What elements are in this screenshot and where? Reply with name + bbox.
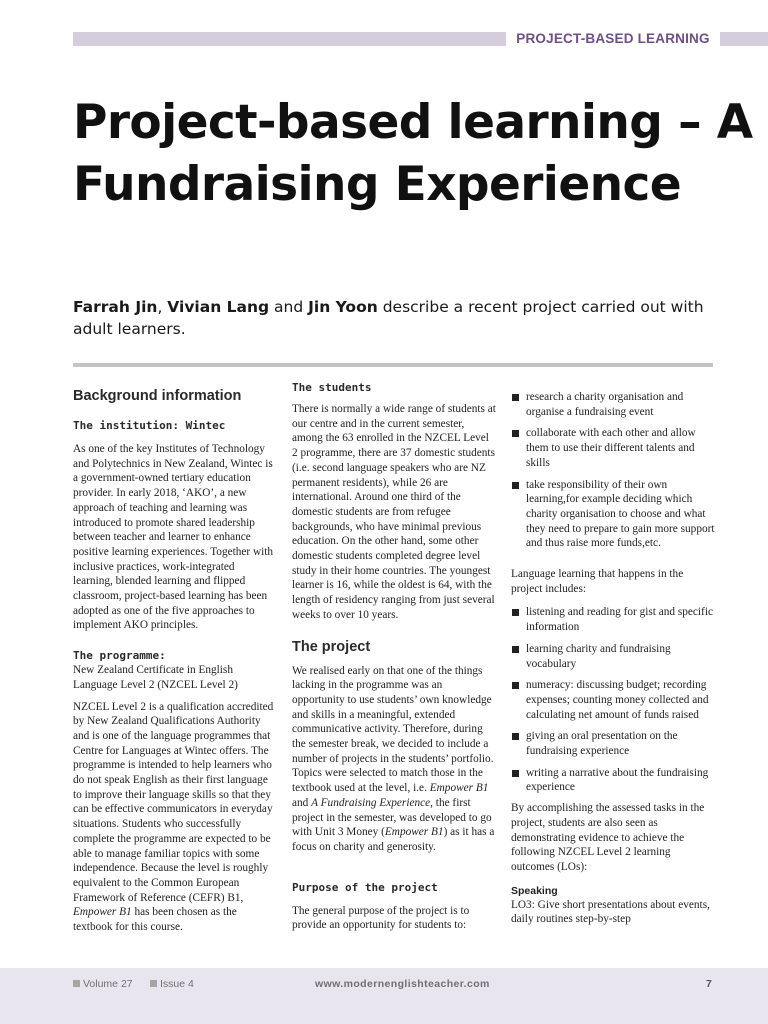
textbook-title: Empower B1	[429, 782, 489, 795]
volume-label: Volume 27	[83, 978, 133, 990]
text-run: We realised early on that one of the things lacking in the programme was an opportunity to use students’ own knowledge and skills in a meaningful, extended communicative activity. Therefore, during the semester break, we decided to include a number of projects in the students’ portfolio. Topics were selected to match those in the textbook used at the level, i.e.	[292, 664, 494, 795]
header-bar-left	[73, 32, 506, 46]
paragraph-programme	[73, 700, 277, 935]
author-name: Vivian Lang	[167, 298, 270, 316]
paragraph-purpose: The general purpose of the project is to provide an opportunity for students to:	[292, 904, 470, 932]
text-run: has been chosen as the textbook for this course.	[73, 906, 237, 934]
programme-name: New Zealand Certificate in English Language Level 2 (NZCEL Level 2)	[73, 664, 238, 691]
text-run: , the first project in the semester, was developed to go with Unit 3 Money (	[292, 796, 492, 839]
text-run: NZCEL Level 2 is a qualification accredited by New Zealand Qualifications Authority and is one of the language programmes that Centre for Languages at Wintec offers. The programme is intended to help learners who do not speak English as their first language to improve their language skills so that they can be effective communicators in everyday situations. Students who successfully complete the programme are expected to be able to manage familiar topics with some independence. Because the level is roughly equivalent to the Common European Framework of Reference (CEFR) B1,	[73, 700, 274, 904]
list-item: listening and reading for gist and specific information	[511, 605, 715, 634]
paragraph-project	[292, 664, 496, 855]
article-standfirst	[73, 296, 713, 340]
list-item: take responsibility of their own learning,for example deciding which charity organisation to choose and what they need to prepare to gain more support and thus raise more funds,etc.	[511, 478, 715, 552]
square-bullet-icon	[150, 980, 157, 987]
heading-institution: The institution: Wintec	[73, 419, 226, 432]
square-bullet-icon	[73, 980, 80, 987]
issue-label: Issue 4	[160, 978, 194, 990]
article-title: Project-based learning – A Fundraising Experience	[73, 95, 753, 212]
page-number: 7	[706, 978, 712, 990]
list-item: collaborate with each other and allow them to use their different talents and skills	[511, 426, 715, 470]
language-list	[511, 605, 715, 795]
column-3	[511, 381, 715, 927]
list-item: giving an oral presentation on the fundraising experience	[511, 729, 715, 758]
header-bar-right	[720, 32, 768, 46]
list-item: numeracy: discussing budget; recording expenses; counting money collected and calculating net amount of funds raised	[511, 678, 715, 722]
purpose-list	[511, 390, 715, 551]
paragraph-language-intro: Language learning that happens in the project includes:	[511, 568, 684, 595]
footer-volume	[73, 978, 133, 990]
footer-issue	[150, 978, 194, 990]
project-title: A Fundraising Experience	[311, 796, 431, 809]
section-tag: PROJECT-BASED LEARNING	[516, 31, 710, 46]
textbook-title: Empower B1	[73, 906, 132, 919]
page-footer	[0, 968, 768, 1024]
heading-speaking: Speaking	[511, 884, 558, 897]
paragraph-lo3: LO3: Give short presentations about events, daily routines step-by-step	[511, 898, 710, 926]
heading-students: The students	[292, 381, 372, 394]
heading-purpose: Purpose of the project	[292, 880, 438, 894]
heading-project: The project	[292, 638, 371, 655]
column-2	[292, 381, 496, 933]
list-item: learning charity and fundraising vocabulary	[511, 642, 715, 671]
heading-background: Background information	[73, 388, 242, 404]
author-separator: and	[269, 298, 309, 316]
author-separator: ,	[157, 298, 168, 316]
footer-url[interactable]: www.modernenglishteacher.com	[315, 978, 490, 990]
paragraph-institution: As one of the key Institutes of Technology and Polytechnics in New Zealand, Wintec is a government-owned tertiary education provider. In early 2018, ‘AKO’, a new approach of teaching and learning was introduced to promote shared leadership between teacher and learner to enhance positive learning experiences. Together with inclusive practices, work-integrated learning, blended learning and flipped classroom, project-based learning has been adopted as one of the five approaches to implement AKO principles.	[73, 443, 274, 632]
title-divider	[73, 363, 713, 367]
textbook-title: Empower B1	[384, 826, 444, 839]
text-run: and	[292, 796, 312, 809]
text-run: ) as it has a focus on charity and generosity.	[292, 826, 495, 853]
heading-programme: The programme:	[73, 649, 166, 663]
standfirst-text: describe a recent project carried out with adult learners.	[73, 298, 704, 338]
list-item: research a charity organisation and organise a fundraising event	[511, 390, 715, 419]
list-item: writing a narrative about the fundraising experience	[511, 766, 715, 795]
column-1	[73, 381, 277, 935]
paragraph-outcomes: By accomplishing the assessed tasks in the project, students are also seen as demonstrating evidence to achieve the following NZCEL Level 2 learning outcomes (LOs):	[511, 802, 705, 873]
author-name: Farrah Jin	[73, 298, 158, 316]
paragraph-students: There is normally a wide range of students at our centre and in the current semester, among the 63 enrolled in the NZCEL Level 2 programme, there are 37 domestic students (i.e. second language speakers who are NZ permanent residents), while 26 are international. Around one third of the domestic students are from refugee backgrounds, who have minimal previous education. On the other hand, some other domestic students completed degree level study in their home countries. The youngest learner is 16, while the oldest is 64, with the length of residency ranging from just several weeks to over 10 years.	[292, 403, 496, 621]
author-name: Jin Yoon	[308, 298, 378, 316]
